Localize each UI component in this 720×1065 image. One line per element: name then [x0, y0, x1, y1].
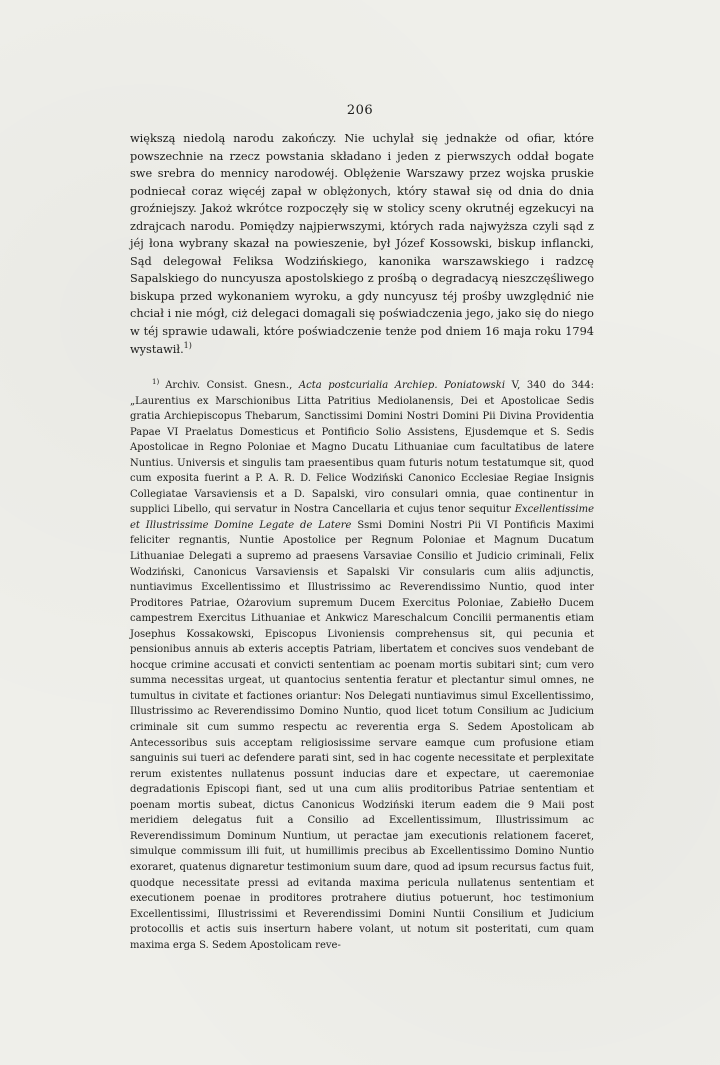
footnote-number: 1)	[152, 377, 160, 386]
footnote-body-part2: Ssmi Domini Nostri Pii VI Pontificis Maximi feliciter regnantis, Nuntie Apostolice per Regnum Poloniae et Magnum Ducatum Lithuaniae Delegati a supremo ad praesens Varsaviae Consilio et Judicio criminali, Felix Wodziński, Canonicus Varsaviensis et Sapalski Vir consularis cum aliis adjunctis, nuntiavimus Excellentissimo et Illustrissimo ac Reverendissimo Nuntio, quod inter Proditores Patriae, Ożarovium supremum Ducem Exercitus Poloniae, Zabiełło Ducem campestrem Exercitus Lithuaniae et Ankwicz Mareschalcum Concilii permanentis etiam Josephus Kossakowski, Episcopus Livoniensis comprehensus sit, qui pecunia et pensionibus annuis ab exteris acceptis Patriam, libertatem et concives suos vendebant de hocque crimine accusati et convicti sententiam ac poenam mortis subitari sint; cum vero summa necessitas urgeat, ut quantocius sententia feratur et plectantur simul omnes, ne tumultus in civitate et factiones oriantur: Nos Delegati nuntiavimus simul Excellentissimo, Illustrissimo ac Reverendissimo Domino Nuntio, quod licet totum Consilium ac Judicium criminale sit cum summo respectu ac reverentia erga S. Sedem Apostolicam ab Antecessoribus suis acceptam religiosissime servare eamque cum profusione etiam sanguinis sui tueri ac defendere parati sint, sed in hac cogente necessitate et perplexitate rerum existentes nullatenus possunt inducias dare et expectare, ut caeremoniae degradationis Episcopi fiant, sed ut una cum aliis proditoribus Patriae sententiam et poenam mortis subeat, dictus Canonicus Wodziński iterum eadem die 9 Maii post meridiem delegatus fuit a Consilio ad Excellentissimum, Illustrissimum ac Reverendissimum Dominum Nuntium, ut peractae jam executionis relationem faceret, simulque commissum illi fuit, ut humillimis precibus ab Excellentissimo Domino Nuntio exoraret, quatenus dignaretur testimonium suum dare, quod ad ipsum recursus factus fuit, quodque necessitate pressi ad evitanda maxima pericula nullatenus sententiam et executionem poenae in proditores protrahere diutius potuerunt, hoc testimonium Excellentissimi, Illustrissimi et Reverendissimi Domini Nuntii Consilium et Judicium protocollis et actis suis inserturn habere volant, ut notum sit posteritati, cum quam maxima erga S. Sedem Apostolicam reve-	[130, 519, 594, 951]
main-paragraph-text: większą niedolą narodu zakończy. Nie uchylał się jednakże od ofiar, które powszechnie na rzecz powstania składano i jeden z pierwszych oddał bogate swe srebra do mennicy narodowéj. Oblężenie Warszawy przez wojska pruskie podniecał coraz więcéj zapał w oblężonych, który stawał się od dnia do dnia groźniejszy. Jakoż wkrótce rozpoczęły się w stolicy sceny okrutnéj egzekucyi na zdrajcach narodu. Pomiędzy najpierwszymi, których rada najwyższa czyli sąd z jéj łona wybrany skazał na powieszenie, był Józef Kossowski, biskup inflancki, Sąd delegował Feliksa Wodzińskiego, kanonika warszawskiego i radzcę Sapalskiego do nuncyusza apostolskiego z prośbą o degradacyą nieszczęśliwego biskupa przed wykonaniem wyroku, a gdy nuncyusz téj prośby uwzględnić nie chciał i nie mógł, ciż delegaci domagali się poświadczenia jego, jako się do niego w téj sprawie udawali, które poświadczenie tenże pod dniem 16 maja roku 1794 wystawił.	[130, 132, 594, 356]
footnote-body-italic: Excellentissime et Illustrissime Domine Legate de Latere	[130, 504, 594, 531]
footnote-source-ref: V, 340 do 344:	[511, 380, 594, 391]
main-paragraph	[130, 130, 594, 358]
footnote	[130, 378, 594, 953]
footnote-body-part1: „Laurentius ex Marschionibus Litta Patritius Mediolanensis, Dei et Apostolicae Sedis gratia Archiepiscopus Thebarum, Sanctissimi Domini Nostri Domini Pii Divina Providentia Papae VI Praelatus Domesticus et Pontificio Solio Assistens, Ejusdemque et S. Sedis Apostolicae in Regno Poloniae et Magno Ducatu Lithuaniae cum facultatibus de latere Nuntius. Universis et singulis tam praesentibus quam futuris notum testatumque sit, quod cum exposita fuerint a P. A. R. D. Felice Wodziński Canonico Ecclesiae Regiae Insignis Collegiatae Varsaviensis et a D. Sapalski, viro consulari omnia, quae continentur in supplici Libello, qui servatur in Nostra Cancellaria et cujus tenor sequitur	[130, 395, 594, 516]
footnote-reference-marker: 1)	[183, 340, 192, 350]
footnote-source-prefix: Archiv. Consist. Gnesn.,	[165, 380, 293, 391]
footnote-source-title: Acta postcurialia Archiep. Poniatowski	[298, 380, 506, 391]
page-number: 206	[346, 103, 374, 118]
